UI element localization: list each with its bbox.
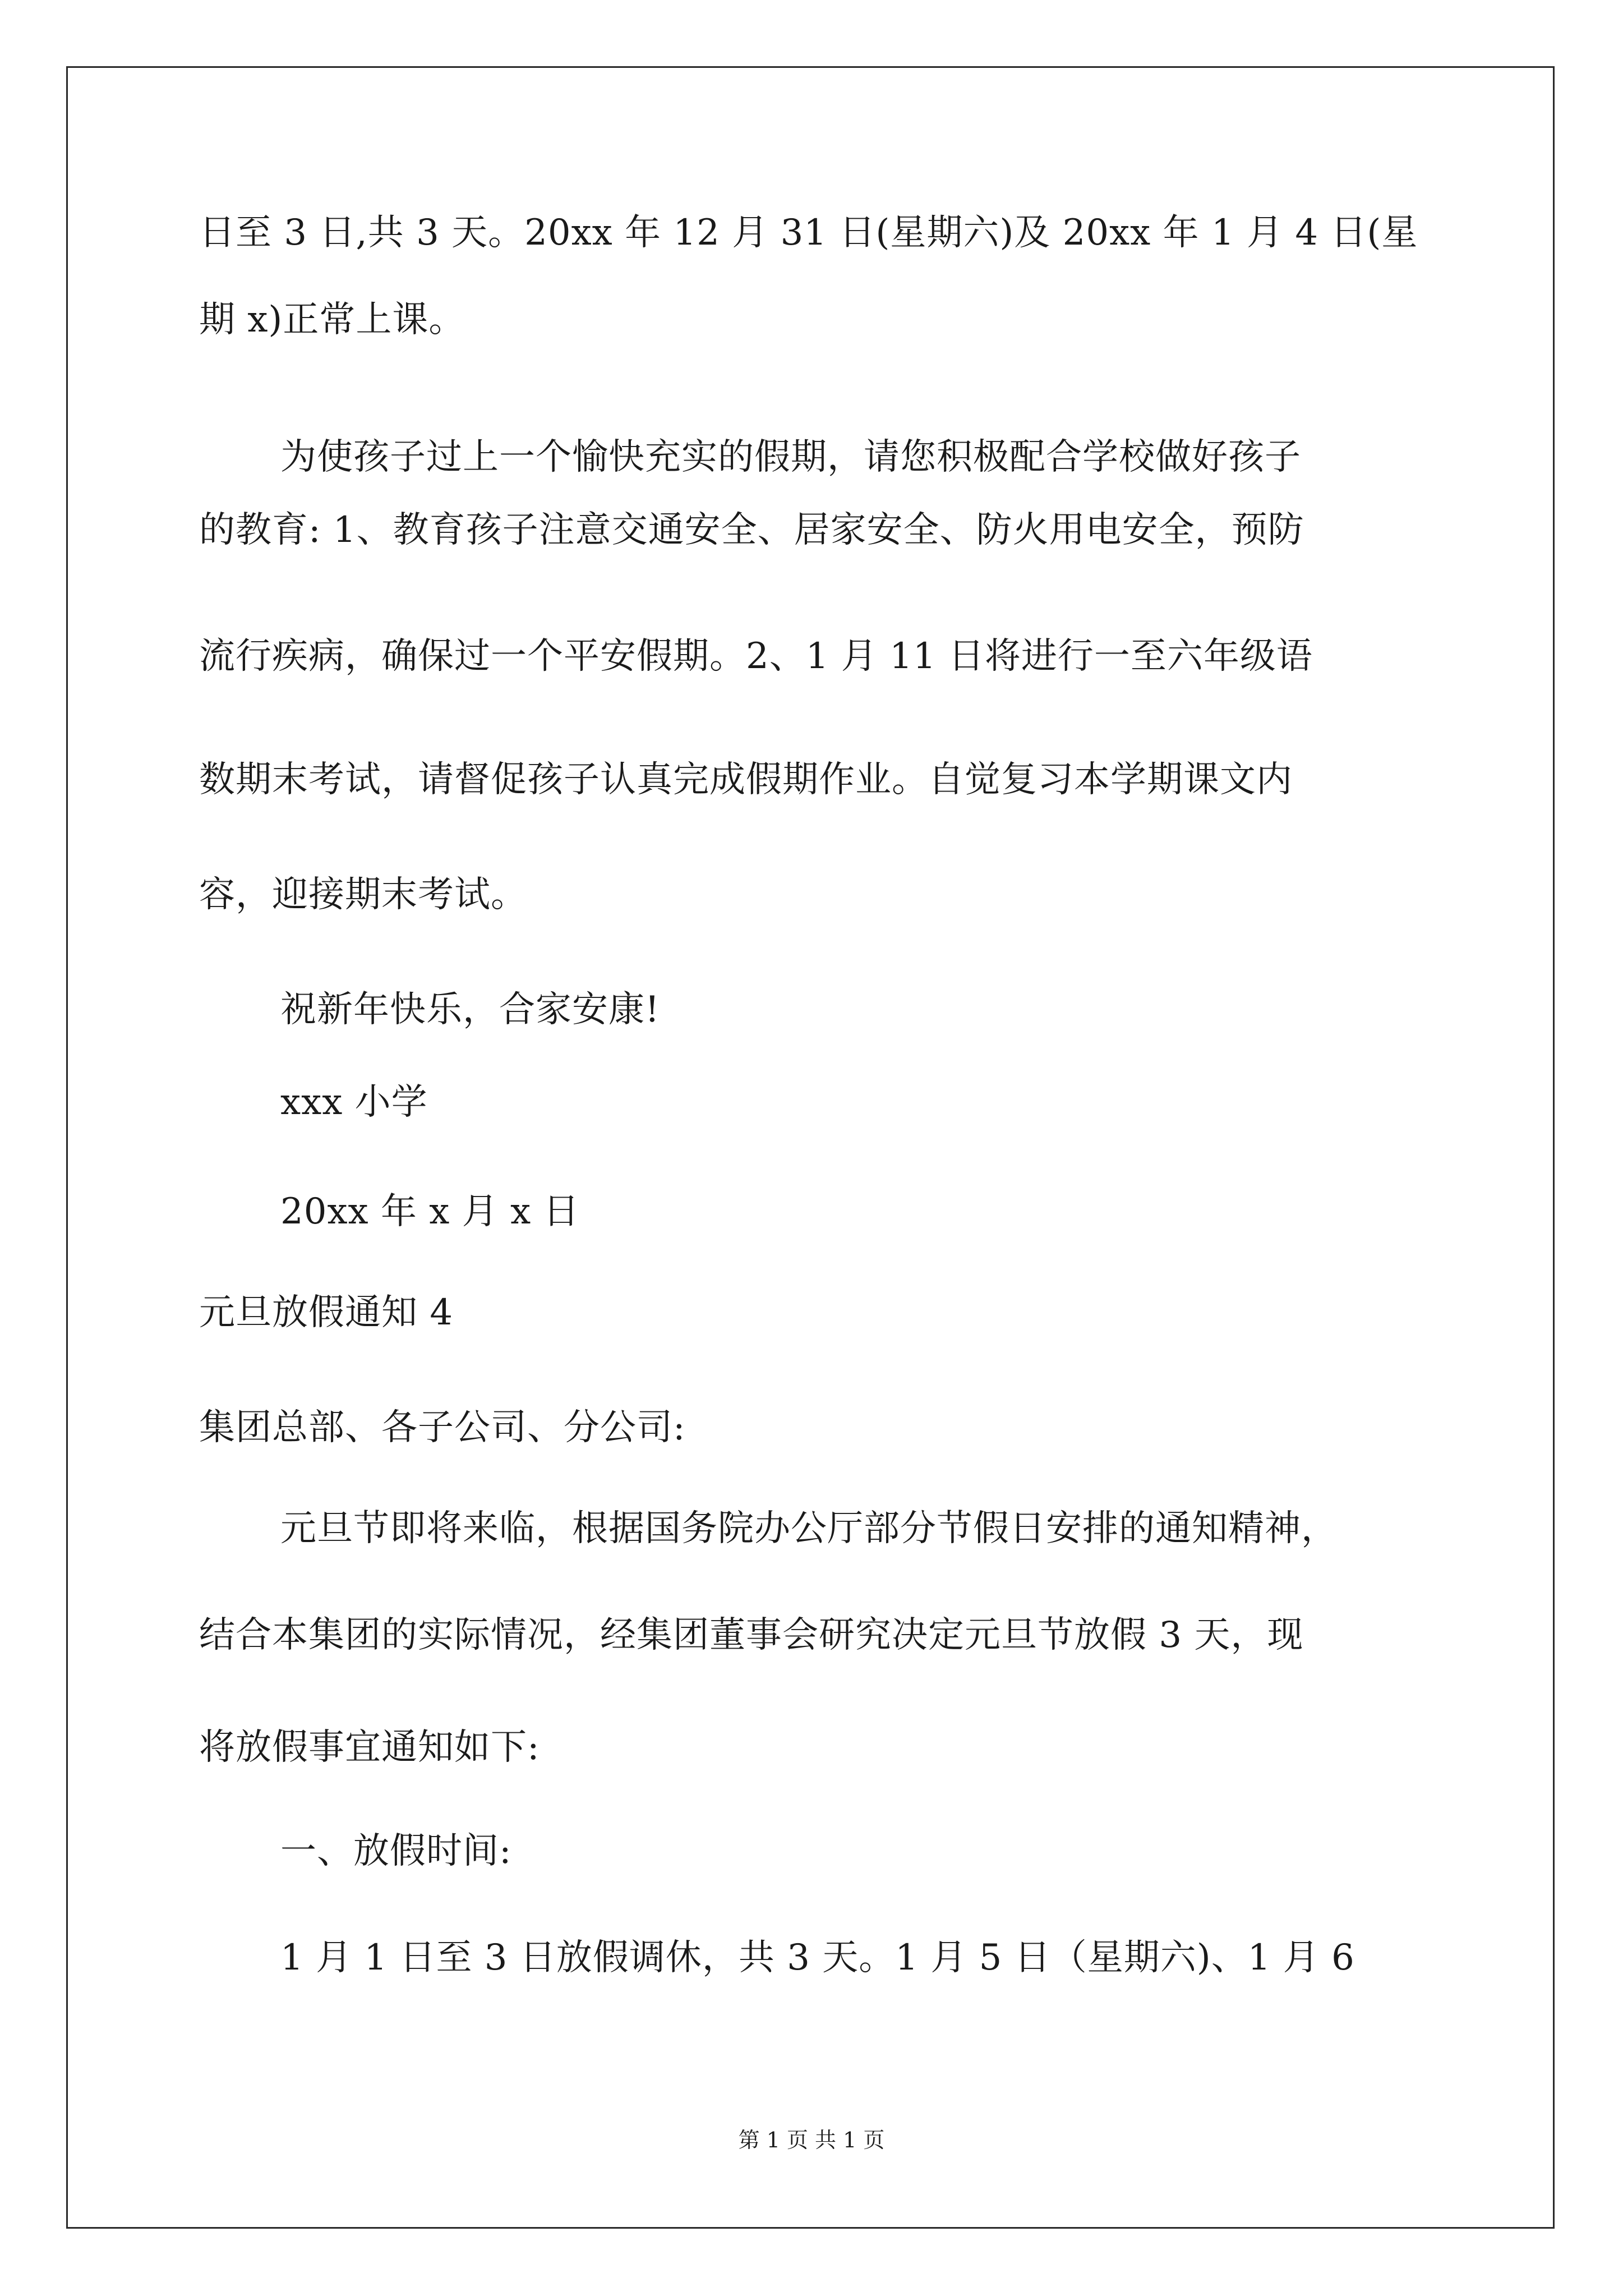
text-line: 元旦节即将来临，根据国务院办公厅部分节假日安排的通知精神， bbox=[280, 1508, 1338, 1549]
section-heading: 元旦放假通知 4 bbox=[199, 1292, 454, 1333]
text-line: 数期末考试，请督促孩子认真完成假期作业。自觉复习本学期课文内 bbox=[199, 759, 1293, 800]
text-line: 祝新年快乐，合家安康! bbox=[280, 989, 660, 1030]
text-line: 一、放假时间: bbox=[280, 1830, 512, 1872]
text-line: 容，迎接期末考试。 bbox=[199, 874, 527, 915]
text-line: xxx 小学 bbox=[280, 1082, 428, 1123]
page-number-footer: 第 1 页 共 1 页 bbox=[738, 2128, 885, 2152]
text-line: 为使孩子过上一个愉快充实的假期，请您积极配合学校做好孩子 bbox=[280, 436, 1301, 478]
text-line: 日至 3 日,共 3 天。20xx 年 12 月 31 日(星期六)及 20xx 年 1 月 4 日(星 bbox=[199, 212, 1418, 254]
text-line: 流行疾病，确保过一个平安假期。2、1 月 11 日将进行一至六年级语 bbox=[199, 636, 1313, 677]
text-line: 将放假事宜通知如下: bbox=[199, 1727, 540, 1768]
page-border bbox=[66, 66, 1555, 2229]
text-line: 期 x)正常上课。 bbox=[199, 299, 465, 341]
text-line: 结合本集团的实际情况，经集团董事会研究决定元旦节放假 3 天，现 bbox=[199, 1614, 1304, 1656]
text-line: 集团总部、各子公司、分公司: bbox=[199, 1407, 686, 1448]
text-line: 20xx 年 x 月 x 日 bbox=[280, 1191, 580, 1232]
text-line: 的教育: 1、教育孩子注意交通安全、居家安全、防火用电安全，预防 bbox=[199, 509, 1304, 551]
text-line: 1 月 1 日至 3 日放假调休，共 3 天。1 月 5 日（星期六)、1 月 6 bbox=[280, 1937, 1355, 1978]
